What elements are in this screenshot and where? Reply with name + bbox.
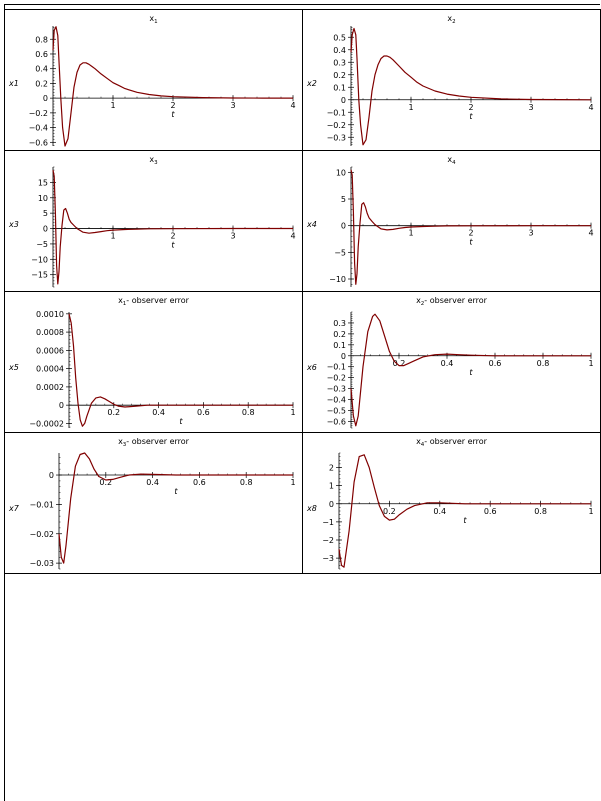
plot-cell <box>303 433 601 574</box>
y-tick-label: −0.02 <box>29 529 54 539</box>
y-tick-label: −2 <box>322 536 334 545</box>
y-tick-label: 0 <box>42 94 48 104</box>
y-tick-label: 5 <box>42 209 48 219</box>
plot-row <box>5 151 601 292</box>
y-tick-label: 1 <box>328 481 334 491</box>
y-tick-label: 15 <box>37 178 48 188</box>
y-tick-label: −0.2 <box>326 373 346 383</box>
y-tick-label: −3 <box>322 554 334 564</box>
plot-x4 <box>303 151 600 291</box>
y-tick-label: 0.2 <box>333 329 346 339</box>
series-line <box>69 314 296 426</box>
y-tick-label: −0.03 <box>29 559 54 569</box>
series-line <box>59 453 296 563</box>
plot-cell <box>303 292 601 433</box>
x-tick-label: 0.4 <box>146 478 159 488</box>
x-tick-label: 0.4 <box>152 408 165 418</box>
y-tick-label: 0 <box>340 95 346 105</box>
y-tick-label: −1 <box>322 517 334 527</box>
y-tick-label: −0.6 <box>28 138 48 148</box>
x-tick-label: 4 <box>588 228 594 238</box>
y-tick-label: −0.1 <box>326 108 346 118</box>
y-tick-label: −0.4 <box>326 395 346 405</box>
x-tick-label: 1 <box>588 358 594 368</box>
y-tick-label: −0.3 <box>326 384 346 394</box>
y-tick-label: 0 <box>48 471 54 481</box>
y-tick-label: −0.1 <box>326 362 346 372</box>
x-tick-label: 0.6 <box>483 506 497 516</box>
x-tick-label: 1 <box>290 408 296 418</box>
y-axis-label: x4 <box>307 220 317 229</box>
y-tick-label: −0.0002 <box>29 419 64 429</box>
y-tick-label: 0.3 <box>333 318 346 328</box>
y-tick-label: 0 <box>340 221 346 231</box>
x-tick-label: 4 <box>588 102 594 112</box>
y-tick-label: −10 <box>329 275 346 284</box>
plot-grid <box>4 9 601 574</box>
x-tick-label: 0.4 <box>433 506 447 516</box>
y-tick-label: 10 <box>335 168 346 178</box>
y-tick-label: 5 <box>340 195 346 204</box>
y-tick-label: −5 <box>334 248 346 258</box>
x-axis-label: t <box>179 417 183 427</box>
plot-x4-observer-error <box>303 433 600 573</box>
y-tick-label: 2 <box>328 463 334 473</box>
x-axis-label: t <box>171 240 175 250</box>
x-axis-label: t <box>469 367 473 377</box>
x-tick-label: 3 <box>230 101 236 111</box>
y-tick-label: 0.2 <box>35 79 48 89</box>
plot-cell <box>303 151 601 292</box>
y-tick-label: 0.0004 <box>36 364 64 374</box>
y-tick-label: 10 <box>37 193 48 203</box>
plot-x3-observer-error <box>5 433 302 573</box>
x-tick-label: 2 <box>468 102 474 112</box>
x-tick-label: 0.6 <box>193 478 206 488</box>
x-tick-label: 1 <box>110 231 116 241</box>
chart-title: $x_2$ <box>447 14 456 25</box>
y-tick-label: 0 <box>42 224 48 234</box>
y-tick-label: 0.8 <box>35 35 48 45</box>
x-tick-label: 4 <box>290 101 296 111</box>
plot-cell <box>5 10 303 151</box>
x-tick-label: 1 <box>408 228 414 238</box>
y-tick-label: −0.2 <box>28 108 48 118</box>
y-tick-label: 0.0006 <box>36 346 64 356</box>
x-tick-label: 1 <box>110 101 116 111</box>
x-tick-label: 0.6 <box>488 358 502 368</box>
y-tick-label: −5 <box>36 239 48 249</box>
x-axis-label: t <box>469 237 473 247</box>
y-tick-label: 0.0010 <box>36 309 64 319</box>
chart-title: $x_1$ <box>149 14 158 25</box>
y-tick-label: 0.1 <box>333 83 346 93</box>
plot-row <box>5 292 601 433</box>
y-tick-label: 0.3 <box>333 58 346 68</box>
x-axis-label: t <box>171 110 175 120</box>
x-axis-label: t <box>463 515 467 525</box>
x-tick-label: 0.8 <box>536 358 550 368</box>
y-axis-label: x8 <box>307 504 317 513</box>
x-tick-label: 0.8 <box>241 408 255 418</box>
x-tick-label: 2 <box>170 231 176 241</box>
x-tick-label: 0.2 <box>383 506 396 516</box>
y-tick-label: 0 <box>58 401 64 411</box>
x-tick-label: 0.8 <box>534 506 547 516</box>
x-tick-label: 0.6 <box>197 408 210 418</box>
y-tick-label: 0.6 <box>35 49 48 59</box>
y-tick-label: −0.6 <box>326 417 346 427</box>
plot-cell <box>5 292 303 433</box>
y-tick-label: −0.2 <box>326 120 346 130</box>
chart-title: $x_4$ <box>447 155 456 166</box>
y-axis-label: x6 <box>307 363 317 372</box>
chart-title: $x_1-$ observer error <box>118 296 189 307</box>
y-tick-label: 0 <box>340 351 346 361</box>
x-tick-label: 0.2 <box>99 478 113 488</box>
plot-cell <box>5 433 303 574</box>
series-line <box>351 29 594 145</box>
y-axis-label: x7 <box>9 504 19 513</box>
x-tick-label: 2 <box>170 101 176 111</box>
x-axis-label: t <box>174 487 178 497</box>
plot-x2-observer-error <box>303 292 600 432</box>
series-line <box>53 27 296 146</box>
x-tick-label: 3 <box>528 102 534 112</box>
y-tick-label: 0.4 <box>35 64 48 74</box>
x-tick-label: 4 <box>290 231 296 241</box>
y-axis-label: x3 <box>9 220 19 229</box>
plot-x1 <box>5 10 302 150</box>
plot-x2 <box>303 10 600 150</box>
y-tick-label: −10 <box>31 255 48 265</box>
series-line <box>339 455 594 567</box>
plot-cell <box>303 10 601 151</box>
y-tick-label: −15 <box>31 270 48 280</box>
x-tick-label: 1 <box>290 478 296 488</box>
x-tick-label: 1 <box>588 506 594 516</box>
y-axis-label: x1 <box>9 79 19 88</box>
chart-title: $x_3$ <box>149 155 158 166</box>
y-tick-label: 0 <box>328 499 334 509</box>
page-top-rule <box>4 4 600 5</box>
y-tick-label: 0.0008 <box>36 328 64 338</box>
x-tick-label: 0.2 <box>392 358 406 368</box>
y-tick-label: 0.2 <box>333 70 346 80</box>
y-tick-label: 0.0002 <box>36 382 64 392</box>
y-tick-label: 0.4 <box>333 45 346 55</box>
plot-x1-observer-error <box>5 292 302 432</box>
y-tick-label: 0.5 <box>333 33 346 43</box>
chart-title: $x_3-$ observer error <box>118 437 189 448</box>
x-tick-label: 2 <box>468 228 474 238</box>
y-tick-label: −0.4 <box>28 123 48 133</box>
x-tick-label: 0.4 <box>440 358 454 368</box>
plot-x3 <box>5 151 302 291</box>
plot-cell <box>5 151 303 292</box>
x-tick-label: 0.8 <box>239 478 253 488</box>
chart-title: $x_4-$ observer error <box>416 437 487 448</box>
y-axis-label: x5 <box>9 363 19 372</box>
x-tick-label: 1 <box>408 102 414 112</box>
y-tick-label: 0.1 <box>333 340 346 350</box>
y-tick-label: −0.01 <box>29 500 54 510</box>
x-axis-label: t <box>469 111 473 121</box>
plot-row <box>5 433 601 574</box>
x-tick-label: 0.2 <box>107 408 121 418</box>
x-tick-label: 3 <box>528 228 534 238</box>
y-axis-label: x2 <box>307 79 317 88</box>
y-tick-label: −0.5 <box>326 406 346 416</box>
x-tick-label: 3 <box>230 231 236 241</box>
plot-row <box>5 10 601 151</box>
y-tick-label: −0.3 <box>326 133 346 143</box>
chart-title: $x_2-$ observer error <box>416 296 487 307</box>
